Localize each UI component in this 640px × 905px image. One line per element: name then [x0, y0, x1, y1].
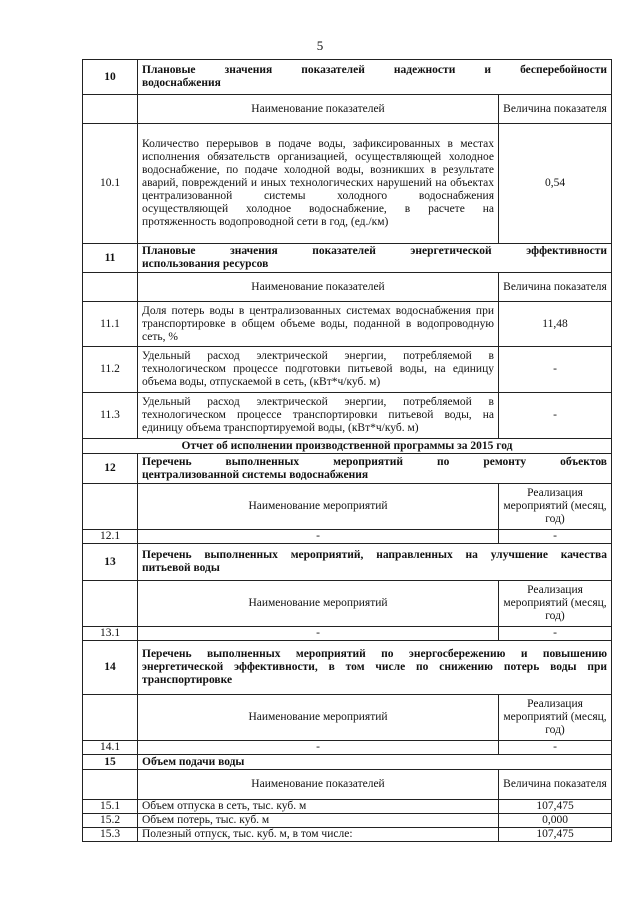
- empty-cell: [83, 770, 138, 800]
- program-table: [82, 59, 612, 842]
- section-title: Плановые значения показателей надежности и бесперебойности водоснабжения: [138, 60, 612, 95]
- row-text: -: [138, 741, 499, 755]
- empty-cell: [83, 95, 138, 124]
- row-text: Объем потерь, тыс. куб. м: [138, 814, 499, 828]
- section-number: 12: [83, 454, 138, 484]
- table-row: [83, 800, 612, 814]
- section-title: Перечень выполненных мероприятий по энергосбережению и повышению энергетической эффективности, в том числе по снижению потерь воды при транспортировке: [138, 641, 612, 695]
- column-header-name: Наименование показателей: [138, 95, 499, 124]
- column-headers: [83, 484, 612, 530]
- row-value: -: [499, 530, 612, 544]
- row-number: 15.2: [83, 814, 138, 828]
- column-header-value: Величина показателя: [499, 770, 612, 800]
- section-title: Перечень выполненных мероприятий, направленных на улучшение качества питьевой воды: [138, 544, 612, 581]
- column-headers: [83, 95, 612, 124]
- column-header-name: Наименование мероприятий: [138, 484, 499, 530]
- column-headers: [83, 695, 612, 741]
- row-number: 13.1: [83, 627, 138, 641]
- empty-cell: [83, 695, 138, 741]
- column-header-value: Величина показателя: [499, 95, 612, 124]
- section-number: 15: [83, 755, 138, 770]
- row-number: 10.1: [83, 124, 138, 244]
- table-row: [83, 393, 612, 439]
- column-headers: [83, 273, 612, 302]
- report-title-row: [83, 439, 612, 454]
- empty-cell: [83, 273, 138, 302]
- row-value: 11,48: [499, 302, 612, 347]
- row-value: -: [499, 347, 612, 393]
- empty-cell: [83, 484, 138, 530]
- table-row: [83, 828, 612, 842]
- table-row: [83, 741, 612, 755]
- row-value: -: [499, 393, 612, 439]
- column-header-name: Наименование показателей: [138, 273, 499, 302]
- section-title: Объем подачи воды: [138, 755, 612, 770]
- row-text: Объем отпуска в сеть, тыс. куб. м: [138, 800, 499, 814]
- section-number: 14: [83, 641, 138, 695]
- table-row: [83, 530, 612, 544]
- row-text: -: [138, 530, 499, 544]
- section-13-header: [83, 544, 612, 581]
- section-14-header: [83, 641, 612, 695]
- section-number: 11: [83, 244, 138, 273]
- row-number: 11.1: [83, 302, 138, 347]
- row-number: 12.1: [83, 530, 138, 544]
- column-headers: [83, 581, 612, 627]
- column-header-value: Величина показателя: [499, 273, 612, 302]
- table-row: [83, 627, 612, 641]
- row-text: Доля потерь воды в централизованных системах водоснабжения при транспортировке в общем объеме воды, поданной в водопроводную сеть, %: [138, 302, 499, 347]
- page-number: 5: [316, 38, 324, 53]
- section-11-header: [83, 244, 612, 273]
- row-text: Полезный отпуск, тыс. куб. м, в том числе:: [138, 828, 499, 842]
- report-title: Отчет об исполнении производственной программы за 2015 год: [83, 439, 612, 454]
- section-title: Плановые значения показателей энергетической эффективности использования ресурсов: [138, 244, 612, 273]
- table-row: [83, 347, 612, 393]
- row-value: 107,475: [499, 800, 612, 814]
- section-15-header: [83, 755, 612, 770]
- row-number: 11.3: [83, 393, 138, 439]
- section-10-header: [83, 60, 612, 95]
- row-text: Удельный расход электрической энергии, потребляемой в технологическом процессе транспортировки питьевой воды, на единицу объема транспортируемой воды, (кВт*ч/куб. м): [138, 393, 499, 439]
- table-row: [83, 124, 612, 244]
- empty-cell: [83, 581, 138, 627]
- row-value: 0,000: [499, 814, 612, 828]
- row-text: Количество перерывов в подаче воды, зафиксированных в местах исполнения обязательств организацией, осуществляющей холодное водоснабжение, по подаче холодной воды, возникших в результате аварий, повреждений и иных технологических нарушений на объектах централизованной системы холодного водоснабжения осуществляющей холодное водоснабжение, в расчете на протяженность водопроводной сети в год, (ед./км): [138, 124, 499, 244]
- row-number: 14.1: [83, 741, 138, 755]
- column-header-name: Наименование мероприятий: [138, 695, 499, 741]
- section-number: 13: [83, 544, 138, 581]
- section-title: Перечень выполненных мероприятий по ремонту объектов централизованной системы водоснабжения: [138, 454, 612, 484]
- column-header-value: Реализация мероприятий (месяц, год): [499, 695, 612, 741]
- column-headers: [83, 770, 612, 800]
- column-header-name: Наименование показателей: [138, 770, 499, 800]
- column-header-name: Наименование мероприятий: [138, 581, 499, 627]
- column-header-value: Реализация мероприятий (месяц, год): [499, 484, 612, 530]
- row-number: 15.1: [83, 800, 138, 814]
- row-value: 0,54: [499, 124, 612, 244]
- row-number: 15.3: [83, 828, 138, 842]
- row-text: Удельный расход электрической энергии, потребляемой в технологическом процессе подготовки питьевой воды, на единицу объема воды, отпускаемой в сеть, (кВт*ч/куб. м): [138, 347, 499, 393]
- table-row: [83, 302, 612, 347]
- column-header-value: Реализация мероприятий (месяц, год): [499, 581, 612, 627]
- section-12-header: [83, 454, 612, 484]
- section-number: 10: [83, 60, 138, 95]
- table-row: [83, 814, 612, 828]
- row-text: -: [138, 627, 499, 641]
- row-number: 11.2: [83, 347, 138, 393]
- row-value: -: [499, 741, 612, 755]
- row-value: 107,475: [499, 828, 612, 842]
- row-value: -: [499, 627, 612, 641]
